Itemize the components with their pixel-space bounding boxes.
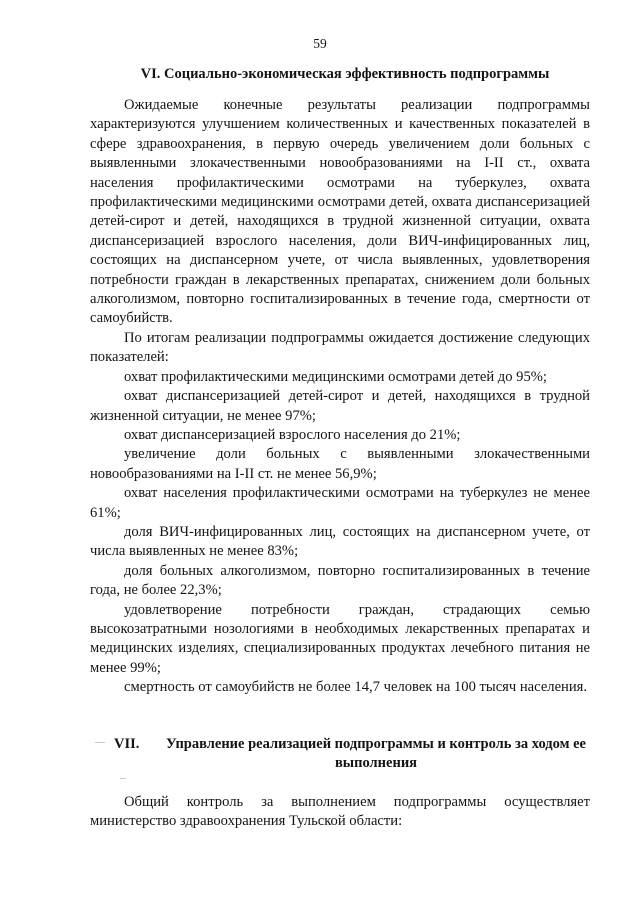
section-vi-title: VI. Социально-экономическая эффективность подпрограммы xyxy=(140,66,550,82)
paragraph-indicators-intro: По итогам реализации подпрограммы ожидается достижение следующих показателей: xyxy=(90,329,590,366)
paragraph-general-control: Общий контроль за выполнением подпрограммы осуществляет министерство здравоохранения Тульской области: xyxy=(90,794,590,830)
section-vi-body xyxy=(90,96,590,698)
indicator-orphans-dispensary: охват диспансеризацией детей-сирот и детей, находящихся в трудной жизненной ситуации, не менее 97%; xyxy=(90,388,590,424)
scan-artifact xyxy=(95,742,105,743)
indicator-rare-diseases-supply: удовлетворение потребности граждан, страдающих семью высокозатратными нозологиями в необходимых лекарственных препаратах и медицинских изделиях, специализированных продуктах лечебного питания не менее 99%; xyxy=(90,601,590,676)
indicator-tuberculosis-screening: охват населения профилактическими осмотрами на туберкулез не менее 61%; xyxy=(90,485,590,521)
indicator-cancer-early-stage: увеличение доли больных с выявленными злокачественными новообразованиями на I-II ст. не менее 56,9%; xyxy=(90,446,590,482)
section-vii-body xyxy=(90,793,590,832)
section-vii-number: VII. xyxy=(114,736,140,752)
section-vii-title: Управление реализацией подпрограммы и контроль за ходом ее выполнения xyxy=(166,736,586,772)
scan-artifact xyxy=(120,778,126,779)
page-number: 59 xyxy=(313,36,327,51)
indicator-children-checkups: охват профилактическими медицинскими осмотрами детей до 95%; xyxy=(124,368,547,385)
indicator-adult-dispensary: охват диспансеризацией взрослого населения до 21%; xyxy=(124,426,461,443)
paragraph-expected-results: Ожидаемые конечные результаты реализации подпрограммы характеризуются улучшением количественных и качественных показателей в сфере здравоохранения, в первую очередь увеличением доли больных с выявленными злокачественными новообразованиями на I-II ст., охвата населения профилактическими осмотрами на туберкулез, охвата профилактическими медицинскими осмотрами детей, охвата диспансеризацией детей-сирот и детей, находящихся в трудной жизненной ситуации, охвата диспансеризацией взрослого населения, доли ВИЧ-инфицированных лиц, состоящих на диспансерном учете, от числа выявленных, удовлетворения потребности граждан в лекарственных препаратах, снижением доли больных алкоголизмом, повторно госпитализированных в течение года, смертности от самоубийств. xyxy=(90,97,590,327)
indicator-suicide-mortality: смертность от самоубийств не более 14,7 человек на 100 тысяч населения. xyxy=(124,679,588,696)
indicator-alcoholism-rehospitalized: доля больных алкоголизмом, повторно госпитализированных в течение года, не более 22,3%; xyxy=(90,562,590,599)
indicator-hiv-registered: доля ВИЧ-инфицированных лиц, состоящих на диспансерном учете, от числа выявленных не менее 83%; xyxy=(90,523,590,560)
